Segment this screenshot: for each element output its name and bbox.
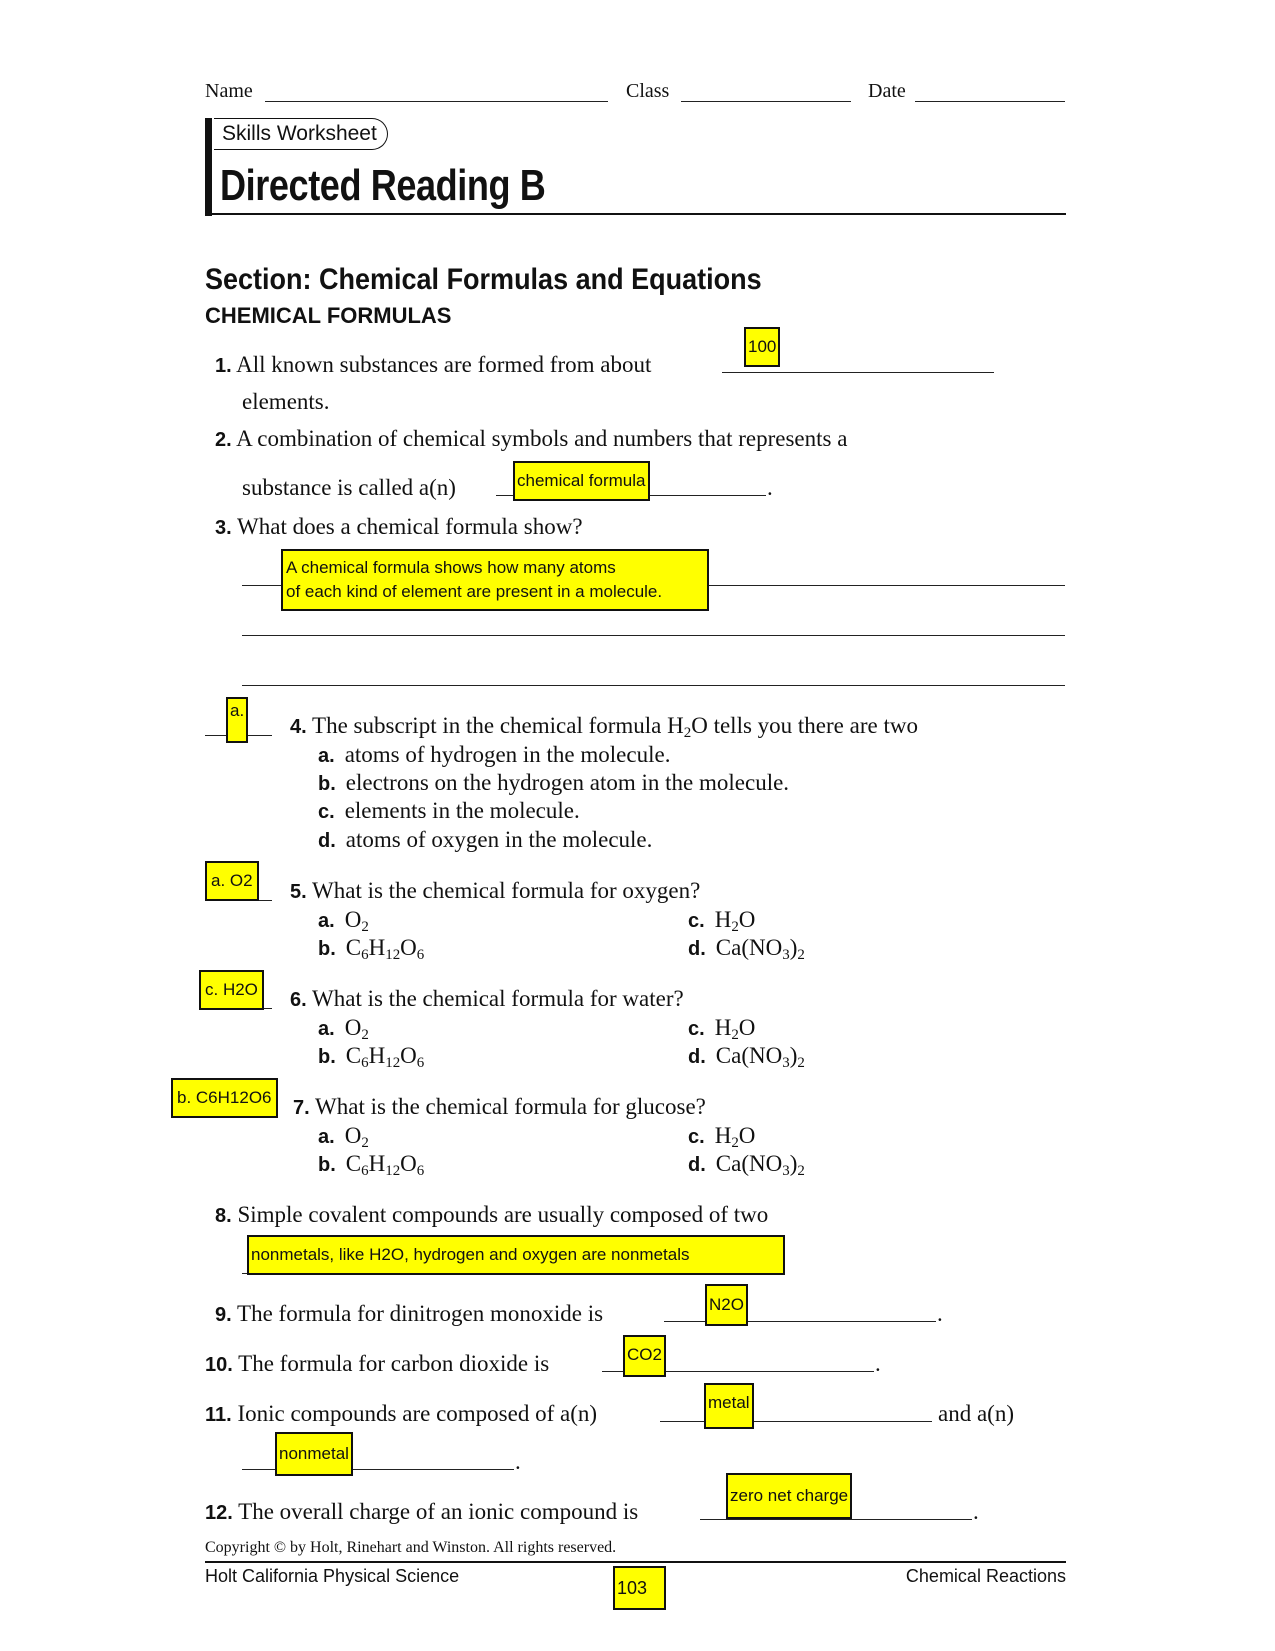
option-c[interactable]: [688, 906, 755, 935]
answer-box[interactable]: nonmetals, like H2O, hydrogen and oxygen are nonmetals: [247, 1235, 785, 1275]
subscript: 2: [797, 1055, 805, 1071]
question-4: [290, 712, 918, 741]
question-11: [205, 1400, 597, 1429]
subscript: 6: [416, 1163, 425, 1179]
answer-box[interactable]: 100: [744, 327, 780, 367]
question-6: [290, 985, 684, 1014]
answer-box[interactable]: CO2: [623, 1335, 666, 1377]
formula-text: H: [368, 935, 386, 960]
option-a[interactable]: [318, 741, 670, 770]
option-b[interactable]: [318, 934, 424, 963]
option-letter: c.: [688, 910, 705, 932]
answer-line[interactable]: [722, 372, 994, 373]
copyright-notice: Copyright © by Holt, Rinehart and Winston. All rights reserved.: [205, 1539, 617, 1556]
option-letter: a.: [318, 745, 335, 767]
formula-text: O: [400, 1151, 417, 1176]
question-text: A combination of chemical symbols and numbers that represents a: [236, 426, 848, 451]
subscript: 2: [797, 1163, 805, 1179]
option-b[interactable]: [318, 1042, 424, 1071]
answer-box[interactable]: zero net charge: [726, 1473, 852, 1519]
name-field-line[interactable]: [265, 101, 608, 102]
formula-text: O: [738, 1015, 756, 1040]
option-letter: d.: [688, 1154, 706, 1176]
option-letter: a.: [318, 910, 335, 932]
question-text: The formula for carbon dioxide is: [238, 1351, 550, 1376]
question-number: 11.: [205, 1404, 232, 1426]
formula-text: H: [714, 907, 732, 932]
question-text: All known substances are formed from about: [236, 352, 652, 377]
question-text: The overall charge of an ionic compound is: [238, 1499, 639, 1524]
answer-box[interactable]: b. C6H12O6: [171, 1078, 278, 1118]
subscript: 6: [361, 1163, 369, 1179]
page-title: Directed Reading B: [220, 161, 546, 210]
formula-text: O: [344, 1123, 362, 1148]
subscript: 12: [385, 947, 401, 963]
subscript: 12: [385, 1055, 401, 1071]
option-b[interactable]: [318, 769, 789, 798]
subscript: 6: [361, 947, 369, 963]
question-text: Simple covalent compounds are usually composed of two: [237, 1202, 769, 1227]
question-text: What is the chemical formula for glucose?: [315, 1094, 706, 1119]
question-8: [215, 1201, 768, 1230]
footer-rule: [205, 1561, 1066, 1563]
subscript: 3: [782, 1055, 790, 1071]
formula-text: C: [345, 1151, 362, 1176]
question-text: What does a chemical formula show?: [237, 514, 583, 539]
subscript: 2: [361, 1027, 369, 1043]
option-text: atoms of hydrogen in the molecule.: [344, 742, 671, 767]
class-field-line[interactable]: [681, 101, 851, 102]
subscript: 2: [731, 1027, 739, 1043]
option-a[interactable]: [318, 1014, 369, 1043]
answer-line[interactable]: [660, 1421, 932, 1422]
formula-text: O: [738, 1123, 756, 1148]
formula-text: ): [789, 1151, 798, 1176]
answer-box[interactable]: a.: [226, 697, 248, 743]
formula-text: C: [345, 935, 362, 960]
subscript: 2: [361, 919, 369, 935]
formula-text: C: [345, 1043, 362, 1068]
option-a[interactable]: [318, 1122, 369, 1151]
option-letter: b.: [318, 1046, 336, 1068]
question-number: 7.: [293, 1097, 310, 1119]
period: .: [767, 475, 773, 500]
answer-box[interactable]: [281, 549, 709, 611]
question-text: What is the chemical formula for oxygen?: [312, 878, 701, 903]
page-number: 103: [613, 1566, 666, 1610]
period: .: [973, 1499, 979, 1524]
answer-line[interactable]: [700, 1519, 972, 1520]
option-letter: c.: [688, 1126, 705, 1148]
option-letter: b.: [318, 938, 336, 960]
question-number: 4.: [290, 716, 307, 738]
question-1-continued: elements.: [242, 389, 330, 414]
question-text: The formula for dinitrogen monoxide is: [237, 1301, 604, 1326]
question-number: 1.: [215, 355, 232, 377]
question-9: [215, 1300, 603, 1329]
period: .: [937, 1301, 943, 1326]
formula-text: O: [400, 1043, 417, 1068]
answer-box[interactable]: N2O: [705, 1284, 748, 1326]
question-2: [215, 425, 847, 454]
answer-line[interactable]: [242, 685, 1065, 686]
title-bar-accent: [205, 118, 212, 216]
option-letter: b.: [318, 1154, 336, 1176]
subscript: 3: [782, 947, 790, 963]
option-letter: d.: [318, 830, 336, 852]
answer-box[interactable]: metal: [704, 1383, 754, 1429]
answer-box[interactable]: chemical formula: [513, 461, 650, 501]
formula-text: Ca(NO: [715, 935, 783, 960]
question-number: 9.: [215, 1304, 232, 1326]
option-d[interactable]: [688, 934, 805, 963]
option-d[interactable]: [688, 1150, 805, 1179]
question-5: [290, 877, 700, 906]
option-letter: d.: [688, 1046, 706, 1068]
answer-line[interactable]: [242, 635, 1065, 636]
question-text: Ionic compounds are composed of a(n): [237, 1401, 598, 1426]
option-b[interactable]: [318, 1150, 424, 1179]
subscript: 6: [416, 1055, 425, 1071]
question-number: 6.: [290, 989, 307, 1011]
period: .: [515, 1449, 521, 1474]
option-text: electrons on the hydrogen atom in the molecule.: [345, 770, 790, 795]
formula-text: H: [714, 1015, 732, 1040]
answer-box[interactable]: c. H2O: [199, 970, 264, 1010]
subscript: 6: [416, 947, 425, 963]
title-rule: [205, 213, 1066, 215]
answer-text-line: A chemical formula shows how many atoms: [286, 558, 616, 577]
option-text: elements in the molecule.: [344, 798, 580, 823]
question-12: [205, 1498, 638, 1527]
answer-box[interactable]: nonmetal: [275, 1432, 353, 1476]
period: .: [875, 1351, 881, 1376]
formula-text: H: [714, 1123, 732, 1148]
option-c[interactable]: [688, 1014, 755, 1043]
formula-text: O: [400, 935, 417, 960]
question-number: 10.: [205, 1354, 233, 1376]
question-text: O tells you there are two: [691, 713, 918, 738]
formula-text: O: [344, 907, 362, 932]
option-letter: a.: [318, 1126, 335, 1148]
option-letter: c.: [688, 1018, 705, 1040]
formula-text: H: [368, 1151, 386, 1176]
formula-text: ): [789, 1043, 798, 1068]
date-field-line[interactable]: [915, 101, 1065, 102]
question-3: [215, 513, 583, 542]
class-label: Class: [626, 80, 670, 102]
question-7: [293, 1093, 706, 1122]
formula-text: Ca(NO: [715, 1151, 783, 1176]
name-label: Name: [205, 80, 253, 102]
subscript: 2: [797, 947, 805, 963]
formula-text: O: [738, 907, 756, 932]
question-number: 3.: [215, 517, 232, 539]
option-c[interactable]: [688, 1122, 755, 1151]
section-title: Section: Chemical Formulas and Equations: [205, 263, 762, 296]
question-2-continued: substance is called a(n): [242, 475, 456, 500]
worksheet-tag: Skills Worksheet: [214, 118, 388, 150]
answer-text-line: of each kind of element are present in a molecule.: [286, 582, 663, 601]
question-11-connector: and a(n): [938, 1401, 1014, 1426]
question-text: The subscript in the chemical formula H: [312, 713, 684, 738]
option-letter: b.: [318, 773, 336, 795]
subscript: 2: [361, 1135, 369, 1151]
option-d[interactable]: [318, 826, 652, 855]
question-number: 8.: [215, 1205, 232, 1227]
subscript: 6: [361, 1055, 369, 1071]
book-title: Holt California Physical Science: [205, 1566, 460, 1586]
question-text: What is the chemical formula for water?: [312, 986, 684, 1011]
option-letter: c.: [318, 801, 335, 823]
answer-box[interactable]: a. O2: [205, 861, 259, 901]
subscript: 2: [731, 919, 739, 935]
subscript: 3: [782, 1163, 790, 1179]
option-letter: a.: [318, 1018, 335, 1040]
question-number: 12.: [205, 1502, 233, 1524]
formula-text: H: [368, 1043, 386, 1068]
question-number: 2.: [215, 429, 232, 451]
option-a[interactable]: [318, 906, 369, 935]
formula-text: Ca(NO: [715, 1043, 783, 1068]
formula-text: ): [789, 935, 798, 960]
subscript: 2: [731, 1135, 739, 1151]
question-number: 5.: [290, 881, 307, 903]
option-d[interactable]: [688, 1042, 805, 1071]
date-label: Date: [868, 80, 906, 102]
option-text: atoms of oxygen in the molecule.: [345, 827, 653, 852]
section-subtitle: CHEMICAL FORMULAS: [205, 303, 452, 328]
option-letter: d.: [688, 938, 706, 960]
formula-text: O: [344, 1015, 362, 1040]
subscript: 2: [683, 725, 692, 741]
subscript: 12: [385, 1163, 401, 1179]
question-10: [205, 1350, 549, 1379]
option-c[interactable]: [318, 797, 580, 826]
question-1: [215, 351, 651, 380]
chapter-title: Chemical Reactions: [905, 1566, 1066, 1586]
